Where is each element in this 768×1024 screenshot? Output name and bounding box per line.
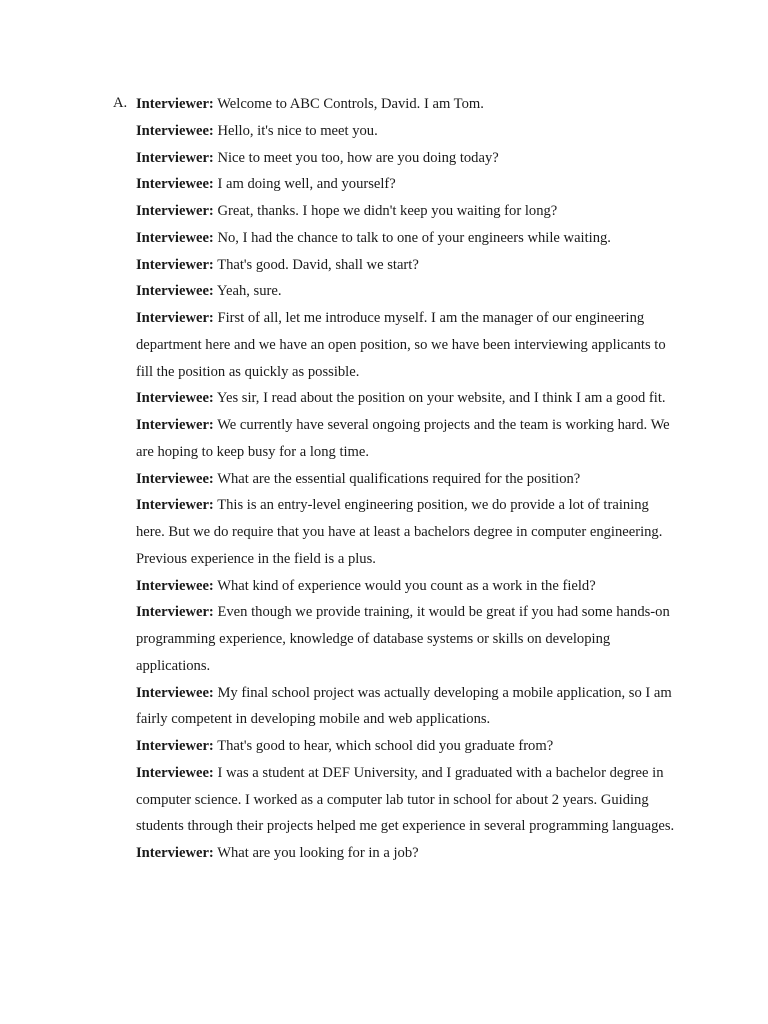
dialogue-turn — [136, 171, 681, 198]
turn-text: What are the essential qualifications required for the position? — [217, 470, 581, 487]
dialogue-turn — [136, 573, 681, 600]
turn-text: Hello, it's nice to meet you. — [217, 122, 378, 139]
speaker-label: Interviewer: — [136, 256, 214, 273]
speaker-label: Interviewer: — [136, 310, 214, 326]
interview-dialogue — [136, 91, 681, 867]
turn-text: That's good to hear, which school did you graduate from? — [217, 738, 554, 754]
turn-text: Even though we provide training, it would be great if you had some hands-on programming experience, knowledge of database systems or skills on developing applications. — [136, 604, 670, 674]
speaker-label: Interviewer: — [136, 96, 214, 112]
turn-text: That's good. David, shall we start? — [217, 256, 419, 273]
dialogue-turn — [136, 278, 681, 305]
speaker-label: Interviewee: — [136, 122, 214, 139]
turn-text: Yeah, sure. — [216, 283, 282, 300]
dialogue-turn — [136, 412, 681, 466]
dialogue-turn — [136, 760, 681, 840]
dialogue-turn — [136, 492, 681, 572]
speaker-label: Interviewer: — [136, 149, 214, 166]
turn-text: No, I had the chance to talk to one of your engineers while waiting. — [217, 229, 611, 246]
speaker-label: Interviewer: — [136, 203, 214, 219]
speaker-label: Interviewee: — [136, 764, 214, 781]
dialogue-turn — [136, 225, 681, 252]
turn-text: My final school project was actually developing a mobile application, so I am fairly competent in developing mobile and web applications. — [136, 684, 672, 728]
dialogue-turn — [136, 145, 681, 172]
dialogue-turn — [136, 599, 681, 679]
turn-text: We currently have several ongoing projects and the team is working hard. We are hoping to keep busy for a long time. — [136, 417, 670, 460]
turn-text: This is an entry-level engineering position, we do provide a lot of training here. But we do require that you have at least a bachelors degree in computer engineering. Previous experience in the field is a plus. — [136, 497, 663, 567]
dialogue-turn — [136, 252, 681, 279]
turn-text: I was a student at DEF University, and I graduated with a bachelor degree in computer science. I worked as a computer lab tutor in school for about 2 years. Guiding students through their projects helped me get experience in several programming languages. — [136, 764, 675, 835]
speaker-label: Interviewee: — [136, 229, 214, 246]
speaker-label: Interviewee: — [136, 470, 214, 487]
speaker-label: Interviewer: — [136, 604, 214, 621]
dialogue-turn — [136, 733, 681, 760]
speaker-label: Interviewer: — [136, 845, 214, 861]
turn-text: First of all, let me introduce myself. I am the manager of our engineering department here and we have an open position, so we have been interviewing applicants to fill the position as quickly as possible. — [136, 310, 666, 380]
dialogue-turn — [136, 466, 681, 493]
speaker-label: Interviewer: — [136, 738, 214, 754]
turn-text: I am doing well, and yourself? — [217, 176, 396, 193]
dialogue-turn — [136, 840, 681, 867]
speaker-label: Interviewer: — [136, 497, 214, 514]
turn-text: Yes sir, I read about the position on your website, and I think I am a good fit. — [216, 390, 666, 407]
turn-text: What kind of experience would you count as a work in the field? — [217, 577, 596, 594]
speaker-label: Interviewee: — [136, 684, 214, 701]
dialogue-turn — [136, 91, 681, 118]
turn-text: Nice to meet you too, how are you doing today? — [217, 149, 499, 166]
turn-text: Great, thanks. I hope we didn't keep you waiting for long? — [217, 203, 558, 219]
speaker-label: Interviewer: — [136, 417, 214, 433]
speaker-label: Interviewee: — [136, 283, 214, 300]
speaker-label: Interviewee: — [136, 390, 214, 407]
dialogue-turn — [136, 385, 681, 412]
turn-text: Welcome to ABC Controls, David. I am Tom. — [217, 96, 484, 112]
section-label: A. — [113, 95, 128, 111]
speaker-label: Interviewee: — [136, 176, 214, 193]
turn-text: What are you looking for in a job? — [217, 845, 419, 861]
dialogue-turn — [136, 118, 681, 145]
speaker-label: Interviewee: — [136, 577, 214, 594]
dialogue-turn — [136, 305, 681, 385]
dialogue-turn — [136, 680, 681, 734]
dialogue-turn — [136, 198, 681, 225]
